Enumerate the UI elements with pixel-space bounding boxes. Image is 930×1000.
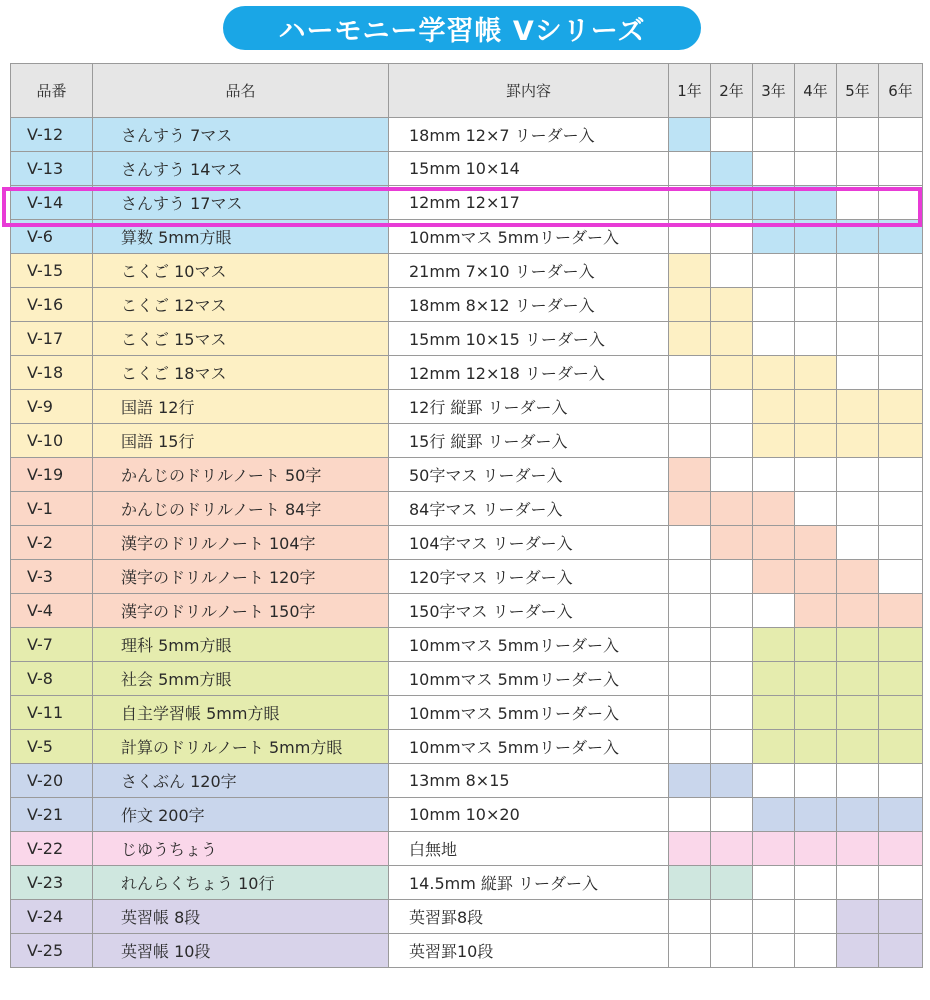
cell-grade-1 xyxy=(669,220,711,254)
cell-grade-2 xyxy=(711,492,753,526)
cell-rule: 15mm 10×14 xyxy=(389,152,669,186)
cell-grade-2 xyxy=(711,866,753,900)
cell-grade-1 xyxy=(669,526,711,560)
cell-grade-1 xyxy=(669,730,711,764)
cell-grade-5 xyxy=(837,220,879,254)
cell-grade-6 xyxy=(879,764,923,798)
cell-grade-2 xyxy=(711,186,753,220)
cell-grade-5 xyxy=(837,492,879,526)
cell-grade-3 xyxy=(753,934,795,968)
header-grade-3: 3年 xyxy=(753,64,795,118)
cell-grade-4 xyxy=(795,628,837,662)
cell-grade-2 xyxy=(711,526,753,560)
cell-grade-5 xyxy=(837,900,879,934)
cell-grade-3 xyxy=(753,662,795,696)
cell-code: V-23 xyxy=(11,866,93,900)
cell-rule: 104字マス リーダー入 xyxy=(389,526,669,560)
cell-rule: 15mm 10×15 リーダー入 xyxy=(389,322,669,356)
cell-code: V-25 xyxy=(11,934,93,968)
cell-grade-4 xyxy=(795,424,837,458)
cell-grade-2 xyxy=(711,628,753,662)
cell-code: V-11 xyxy=(11,696,93,730)
cell-code: V-10 xyxy=(11,424,93,458)
table-row xyxy=(11,390,923,424)
cell-grade-5 xyxy=(837,322,879,356)
cell-grade-1 xyxy=(669,764,711,798)
cell-name: さんすう 7マス xyxy=(93,118,389,152)
cell-grade-2 xyxy=(711,288,753,322)
cell-grade-4 xyxy=(795,696,837,730)
cell-grade-3 xyxy=(753,118,795,152)
cell-grade-2 xyxy=(711,254,753,288)
cell-grade-4 xyxy=(795,220,837,254)
cell-rule: 10mmマス 5mmリーダー入 xyxy=(389,628,669,662)
cell-grade-3 xyxy=(753,628,795,662)
product-table xyxy=(10,63,923,968)
cell-code: V-24 xyxy=(11,900,93,934)
cell-grade-2 xyxy=(711,832,753,866)
cell-grade-4 xyxy=(795,458,837,492)
cell-grade-3 xyxy=(753,152,795,186)
cell-rule: 12行 縦罫 リーダー入 xyxy=(389,390,669,424)
cell-rule: 10mmマス 5mmリーダー入 xyxy=(389,662,669,696)
cell-grade-1 xyxy=(669,356,711,390)
cell-rule: 英習罫8段 xyxy=(389,900,669,934)
cell-grade-3 xyxy=(753,832,795,866)
cell-grade-2 xyxy=(711,764,753,798)
cell-code: V-17 xyxy=(11,322,93,356)
cell-code: V-13 xyxy=(11,152,93,186)
cell-name: れんらくちょう 10行 xyxy=(93,866,389,900)
table-row xyxy=(11,832,923,866)
cell-rule: 18mm 12×7 リーダー入 xyxy=(389,118,669,152)
cell-grade-3 xyxy=(753,798,795,832)
table-row xyxy=(11,118,923,152)
table-row xyxy=(11,356,923,390)
table-row xyxy=(11,594,923,628)
cell-code: V-15 xyxy=(11,254,93,288)
table-row xyxy=(11,424,923,458)
table-body xyxy=(11,118,923,968)
cell-grade-2 xyxy=(711,594,753,628)
cell-grade-6 xyxy=(879,322,923,356)
cell-grade-6 xyxy=(879,798,923,832)
cell-name: 理科 5mm方眼 xyxy=(93,628,389,662)
cell-grade-1 xyxy=(669,118,711,152)
table-row xyxy=(11,628,923,662)
cell-code: V-21 xyxy=(11,798,93,832)
cell-grade-1 xyxy=(669,288,711,322)
cell-name: 英習帳 8段 xyxy=(93,900,389,934)
cell-grade-4 xyxy=(795,662,837,696)
header-grade-5: 5年 xyxy=(837,64,879,118)
cell-grade-6 xyxy=(879,254,923,288)
header-grade-6: 6年 xyxy=(879,64,923,118)
cell-grade-4 xyxy=(795,764,837,798)
header-rule: 罫内容 xyxy=(389,64,669,118)
table-row xyxy=(11,560,923,594)
cell-name: 漢字のドリルノート 150字 xyxy=(93,594,389,628)
table-row xyxy=(11,152,923,186)
cell-grade-4 xyxy=(795,866,837,900)
cell-rule: 150字マス リーダー入 xyxy=(389,594,669,628)
cell-grade-6 xyxy=(879,390,923,424)
cell-grade-5 xyxy=(837,764,879,798)
cell-grade-5 xyxy=(837,866,879,900)
table-row xyxy=(11,730,923,764)
cell-grade-1 xyxy=(669,492,711,526)
cell-name: 国語 15行 xyxy=(93,424,389,458)
cell-grade-3 xyxy=(753,696,795,730)
cell-rule: 英習罫10段 xyxy=(389,934,669,968)
cell-grade-3 xyxy=(753,424,795,458)
cell-grade-2 xyxy=(711,662,753,696)
cell-rule: 13mm 8×15 xyxy=(389,764,669,798)
cell-grade-2 xyxy=(711,424,753,458)
cell-grade-4 xyxy=(795,560,837,594)
table-row xyxy=(11,934,923,968)
cell-name: こくご 10マス xyxy=(93,254,389,288)
cell-rule: 14.5mm 縦罫 リーダー入 xyxy=(389,866,669,900)
cell-grade-4 xyxy=(795,254,837,288)
cell-grade-3 xyxy=(753,458,795,492)
cell-grade-1 xyxy=(669,696,711,730)
cell-rule: 10mmマス 5mmリーダー入 xyxy=(389,696,669,730)
cell-grade-4 xyxy=(795,322,837,356)
cell-code: V-9 xyxy=(11,390,93,424)
header-row xyxy=(11,64,923,118)
cell-name: じゆうちょう xyxy=(93,832,389,866)
table-row xyxy=(11,322,923,356)
header-grade-2: 2年 xyxy=(711,64,753,118)
cell-grade-2 xyxy=(711,152,753,186)
cell-code: V-12 xyxy=(11,118,93,152)
cell-rule: 12mm 12×17 xyxy=(389,186,669,220)
cell-grade-5 xyxy=(837,832,879,866)
cell-grade-6 xyxy=(879,594,923,628)
cell-grade-5 xyxy=(837,254,879,288)
cell-grade-4 xyxy=(795,118,837,152)
cell-name: さくぶん 120字 xyxy=(93,764,389,798)
cell-rule: 10mmマス 5mmリーダー入 xyxy=(389,730,669,764)
page-title: ハーモニー学習帳 Vシリーズ xyxy=(223,6,701,50)
cell-code: V-14 xyxy=(11,186,93,220)
cell-grade-6 xyxy=(879,662,923,696)
cell-grade-4 xyxy=(795,798,837,832)
cell-code: V-3 xyxy=(11,560,93,594)
cell-name: かんじのドリルノート 84字 xyxy=(93,492,389,526)
cell-name: 英習帳 10段 xyxy=(93,934,389,968)
table-row xyxy=(11,492,923,526)
cell-grade-6 xyxy=(879,628,923,662)
cell-code: V-19 xyxy=(11,458,93,492)
cell-grade-6 xyxy=(879,900,923,934)
cell-grade-4 xyxy=(795,390,837,424)
cell-grade-6 xyxy=(879,424,923,458)
cell-name: こくご 18マス xyxy=(93,356,389,390)
cell-name: 算数 5mm方眼 xyxy=(93,220,389,254)
cell-grade-2 xyxy=(711,798,753,832)
table-row xyxy=(11,866,923,900)
cell-grade-2 xyxy=(711,118,753,152)
cell-name: 自主学習帳 5mm方眼 xyxy=(93,696,389,730)
cell-grade-5 xyxy=(837,526,879,560)
cell-name: こくご 15マス xyxy=(93,322,389,356)
table-row xyxy=(11,696,923,730)
cell-grade-5 xyxy=(837,730,879,764)
cell-grade-3 xyxy=(753,220,795,254)
cell-grade-4 xyxy=(795,832,837,866)
cell-code: V-20 xyxy=(11,764,93,798)
cell-grade-5 xyxy=(837,798,879,832)
cell-grade-3 xyxy=(753,254,795,288)
cell-code: V-18 xyxy=(11,356,93,390)
cell-grade-6 xyxy=(879,356,923,390)
cell-grade-4 xyxy=(795,186,837,220)
table-row xyxy=(11,526,923,560)
cell-rule: 15行 縦罫 リーダー入 xyxy=(389,424,669,458)
cell-grade-6 xyxy=(879,934,923,968)
cell-name: こくご 12マス xyxy=(93,288,389,322)
cell-grade-6 xyxy=(879,288,923,322)
cell-grade-4 xyxy=(795,934,837,968)
cell-code: V-1 xyxy=(11,492,93,526)
cell-grade-5 xyxy=(837,390,879,424)
cell-grade-3 xyxy=(753,322,795,356)
cell-grade-5 xyxy=(837,560,879,594)
cell-grade-6 xyxy=(879,186,923,220)
cell-grade-1 xyxy=(669,254,711,288)
cell-grade-1 xyxy=(669,424,711,458)
cell-grade-5 xyxy=(837,458,879,492)
cell-grade-1 xyxy=(669,594,711,628)
cell-grade-1 xyxy=(669,322,711,356)
cell-grade-6 xyxy=(879,560,923,594)
cell-grade-2 xyxy=(711,696,753,730)
cell-grade-4 xyxy=(795,356,837,390)
cell-grade-2 xyxy=(711,900,753,934)
header-grade-4: 4年 xyxy=(795,64,837,118)
table-row xyxy=(11,186,923,220)
cell-grade-3 xyxy=(753,764,795,798)
cell-grade-1 xyxy=(669,458,711,492)
cell-grade-4 xyxy=(795,288,837,322)
cell-name: 国語 12行 xyxy=(93,390,389,424)
cell-code: V-22 xyxy=(11,832,93,866)
cell-grade-3 xyxy=(753,866,795,900)
cell-grade-5 xyxy=(837,594,879,628)
cell-grade-4 xyxy=(795,526,837,560)
cell-code: V-2 xyxy=(11,526,93,560)
cell-code: V-5 xyxy=(11,730,93,764)
cell-grade-2 xyxy=(711,730,753,764)
cell-code: V-6 xyxy=(11,220,93,254)
table-row xyxy=(11,900,923,934)
cell-grade-6 xyxy=(879,696,923,730)
cell-grade-5 xyxy=(837,628,879,662)
cell-grade-3 xyxy=(753,492,795,526)
cell-grade-3 xyxy=(753,594,795,628)
cell-name: 計算のドリルノート 5mm方眼 xyxy=(93,730,389,764)
cell-rule: 120字マス リーダー入 xyxy=(389,560,669,594)
header-grade-1: 1年 xyxy=(669,64,711,118)
cell-grade-4 xyxy=(795,730,837,764)
table-row xyxy=(11,288,923,322)
header-code: 品番 xyxy=(11,64,93,118)
cell-grade-6 xyxy=(879,118,923,152)
cell-grade-1 xyxy=(669,628,711,662)
cell-grade-2 xyxy=(711,934,753,968)
cell-grade-6 xyxy=(879,832,923,866)
cell-name: さんすう 17マス xyxy=(93,186,389,220)
cell-grade-3 xyxy=(753,730,795,764)
header-name: 品名 xyxy=(93,64,389,118)
cell-grade-1 xyxy=(669,390,711,424)
cell-grade-5 xyxy=(837,118,879,152)
cell-rule: 12mm 12×18 リーダー入 xyxy=(389,356,669,390)
cell-name: 社会 5mm方眼 xyxy=(93,662,389,696)
cell-rule: 白無地 xyxy=(389,832,669,866)
table-row xyxy=(11,764,923,798)
cell-grade-5 xyxy=(837,424,879,458)
cell-grade-3 xyxy=(753,526,795,560)
cell-grade-1 xyxy=(669,934,711,968)
cell-grade-3 xyxy=(753,288,795,322)
cell-grade-1 xyxy=(669,186,711,220)
cell-grade-5 xyxy=(837,288,879,322)
cell-grade-6 xyxy=(879,526,923,560)
cell-grade-2 xyxy=(711,220,753,254)
cell-grade-4 xyxy=(795,594,837,628)
cell-grade-5 xyxy=(837,696,879,730)
cell-code: V-7 xyxy=(11,628,93,662)
cell-code: V-8 xyxy=(11,662,93,696)
cell-grade-6 xyxy=(879,492,923,526)
cell-name: かんじのドリルノート 50字 xyxy=(93,458,389,492)
cell-grade-3 xyxy=(753,390,795,424)
cell-grade-6 xyxy=(879,152,923,186)
cell-code: V-16 xyxy=(11,288,93,322)
cell-grade-2 xyxy=(711,322,753,356)
table-row xyxy=(11,458,923,492)
cell-rule: 10mmマス 5mmリーダー入 xyxy=(389,220,669,254)
cell-grade-2 xyxy=(711,458,753,492)
cell-grade-5 xyxy=(837,662,879,696)
cell-rule: 18mm 8×12 リーダー入 xyxy=(389,288,669,322)
cell-grade-2 xyxy=(711,560,753,594)
cell-name: 漢字のドリルノート 120字 xyxy=(93,560,389,594)
cell-grade-6 xyxy=(879,458,923,492)
cell-grade-2 xyxy=(711,390,753,424)
cell-grade-1 xyxy=(669,662,711,696)
table-row xyxy=(11,220,923,254)
cell-grade-1 xyxy=(669,900,711,934)
cell-grade-6 xyxy=(879,866,923,900)
cell-name: 漢字のドリルノート 104字 xyxy=(93,526,389,560)
cell-rule: 50字マス リーダー入 xyxy=(389,458,669,492)
cell-grade-3 xyxy=(753,186,795,220)
table-row xyxy=(11,662,923,696)
cell-grade-1 xyxy=(669,866,711,900)
cell-grade-5 xyxy=(837,186,879,220)
cell-grade-1 xyxy=(669,560,711,594)
cell-grade-3 xyxy=(753,900,795,934)
cell-grade-4 xyxy=(795,492,837,526)
cell-grade-6 xyxy=(879,220,923,254)
table-row xyxy=(11,798,923,832)
cell-grade-1 xyxy=(669,798,711,832)
cell-grade-1 xyxy=(669,832,711,866)
cell-code: V-4 xyxy=(11,594,93,628)
cell-grade-2 xyxy=(711,356,753,390)
cell-grade-5 xyxy=(837,934,879,968)
cell-grade-5 xyxy=(837,152,879,186)
cell-rule: 84字マス リーダー入 xyxy=(389,492,669,526)
cell-grade-5 xyxy=(837,356,879,390)
cell-rule: 10mm 10×20 xyxy=(389,798,669,832)
cell-grade-6 xyxy=(879,730,923,764)
cell-grade-4 xyxy=(795,900,837,934)
cell-grade-3 xyxy=(753,356,795,390)
table-row xyxy=(11,254,923,288)
cell-grade-4 xyxy=(795,152,837,186)
cell-grade-1 xyxy=(669,152,711,186)
cell-name: 作文 200字 xyxy=(93,798,389,832)
cell-grade-3 xyxy=(753,560,795,594)
cell-rule: 21mm 7×10 リーダー入 xyxy=(389,254,669,288)
cell-name: さんすう 14マス xyxy=(93,152,389,186)
